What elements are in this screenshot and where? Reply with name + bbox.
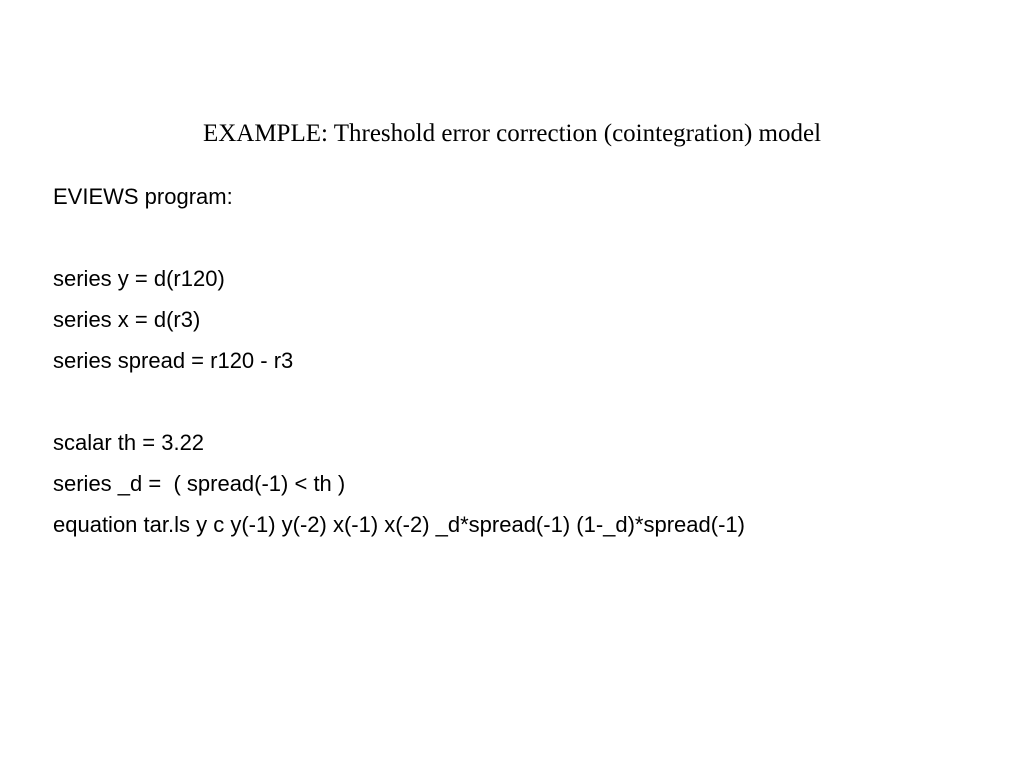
- code-line-series-y: series y = d(r120): [53, 266, 225, 291]
- program-heading: EVIEWS program:: [53, 184, 233, 209]
- code-line-series-d: series _d = ( spread(-1) < th ): [53, 471, 346, 496]
- blank-line: [53, 381, 1013, 422]
- code-line-series-x: series x = d(r3): [53, 307, 201, 332]
- code-line-series-spread: series spread = r120 - r3: [53, 348, 294, 373]
- slide-body: [53, 176, 1013, 545]
- code-line-scalar-th: scalar th = 3.22: [53, 430, 205, 455]
- slide-title: EXAMPLE: Threshold error correction (cointegration) model: [202, 120, 822, 147]
- blank-line: [53, 217, 1013, 258]
- code-line-equation-tar: equation tar.ls y c y(-1) y(-2) x(-1) x(-2) _d*spread(-1) (1-_d)*spread(-1): [53, 512, 745, 537]
